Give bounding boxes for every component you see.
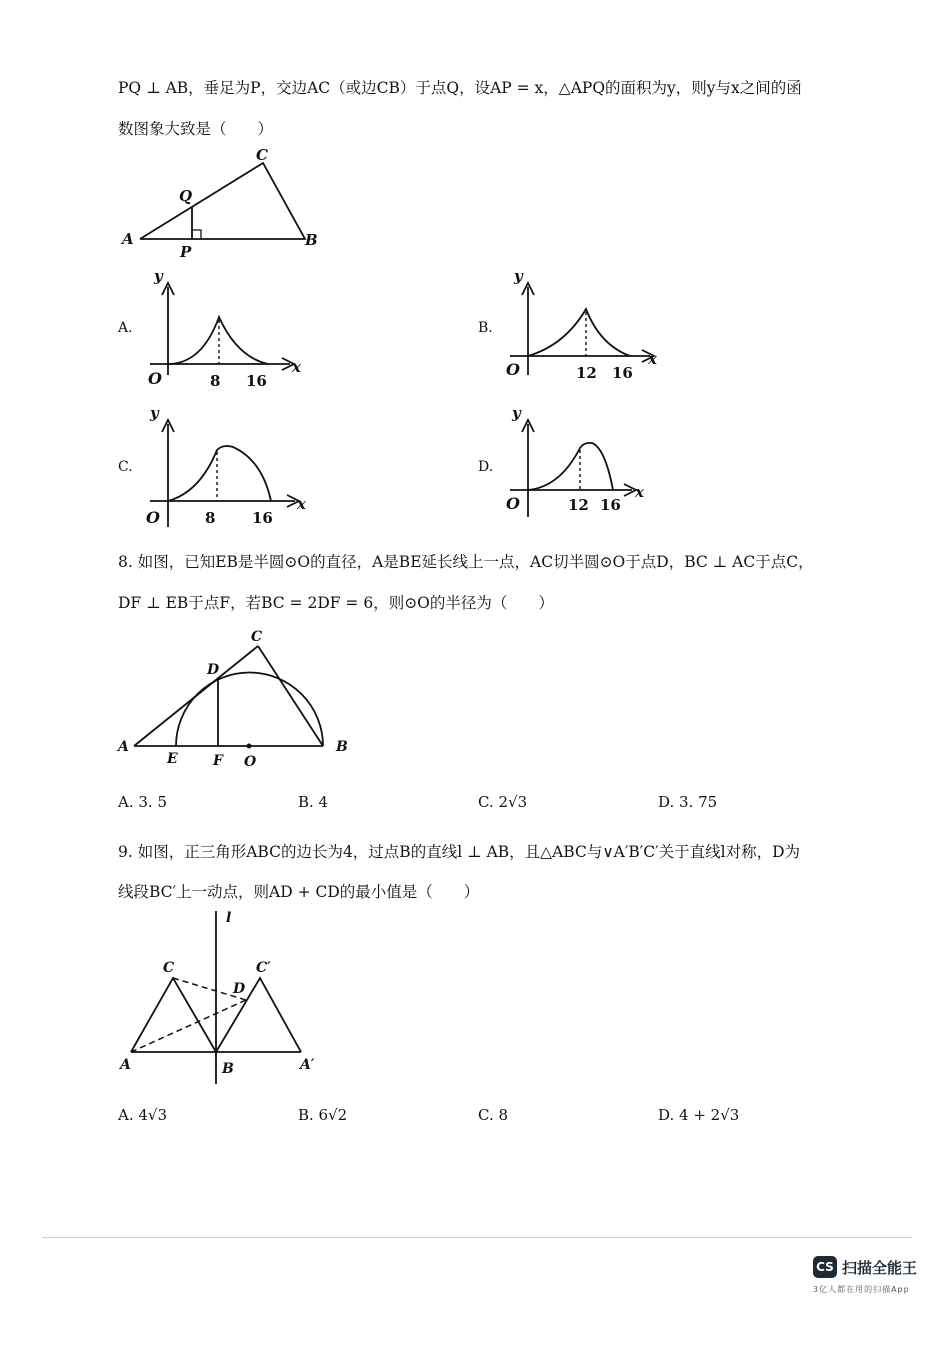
q8-label-O: O (244, 754, 257, 770)
q9-label-C: C (163, 960, 175, 976)
q8-label-E: E (167, 751, 178, 767)
q8-answer-d[interactable]: D. 3. 75 (658, 793, 718, 811)
brand-name: 扫描全能王 (842, 1258, 918, 1277)
scanner-brand (813, 1256, 917, 1278)
q7-option-b-graph (500, 265, 670, 395)
q8-label-B: B (336, 739, 348, 755)
q8-text-line2: DF ⊥ EB于点F，若BC = 2DF = 6，则⊙O的半径为（ ） (118, 594, 554, 612)
q7b-x-label: x (648, 350, 657, 368)
q7d-tick-12: 12 (568, 496, 589, 514)
q7c-tick-16: 16 (252, 509, 273, 527)
q9-answer-c[interactable]: C. 8 (478, 1106, 509, 1124)
q7-option-c-graph (140, 402, 315, 534)
footer-divider (42, 1237, 912, 1238)
q7-option-d-graph (500, 402, 670, 527)
q8-label-F: F (213, 753, 223, 769)
q7c-y-label: y (150, 404, 159, 422)
q7-label-C: C (256, 146, 268, 164)
q8-semicircle-figure (116, 622, 366, 772)
q9-label-C-prime: C′ (256, 960, 271, 976)
q7a-x-label: x (292, 358, 301, 376)
q9-triangles-figure (116, 906, 326, 1086)
q9-label-A-prime: A′ (300, 1057, 315, 1073)
q9-text-line2: 线段BC′上一动点，则AD + CD的最小值是（ ） (118, 883, 480, 901)
q9-label-B: B (222, 1061, 234, 1077)
q7a-tick-8: 8 (210, 372, 221, 390)
q7c-origin: O (146, 508, 160, 527)
q7c-x-label: x (297, 495, 306, 513)
q7-label-Q: Q (179, 187, 193, 205)
q7d-y-label: y (512, 404, 521, 422)
q9-answer-a[interactable]: A. 4√3 (118, 1106, 168, 1124)
q7d-x-label: x (635, 483, 644, 501)
q8-answer-c[interactable]: C. 2√3 (478, 793, 528, 811)
q7a-y-label: y (154, 267, 163, 285)
q7-option-b-label[interactable]: B. (478, 320, 493, 336)
q7-label-A: A (122, 230, 134, 248)
q8-label-C: C (251, 629, 263, 645)
q9-text-line1: 9. 如图，正三角形ABC的边长为4，过点B的直线l ⊥ AB，且△ABC与∨A′B′C′关于直线l对称，D为 (118, 843, 801, 861)
q7b-tick-16: 16 (612, 364, 633, 382)
q7-triangle-figure (118, 143, 338, 263)
q7c-tick-8: 8 (205, 509, 216, 527)
q7a-tick-16: 16 (246, 372, 267, 390)
brand-slogan: 3亿人都在用的扫描App (813, 1285, 910, 1294)
q7-label-B: B (305, 231, 318, 249)
q7b-tick-12: 12 (576, 364, 597, 382)
q7-text-line1: PQ ⊥ AB，垂足为P，交边AC（或边CB）于点Q，设AP = x，△APQ的面积为y，则y与x之间的函 (118, 79, 802, 97)
q9-label-D: D (233, 981, 246, 997)
q9-label-A: A (120, 1057, 131, 1073)
q8-answer-a[interactable]: A. 3. 5 (118, 793, 167, 811)
q7a-origin: O (148, 369, 162, 388)
q7b-origin: O (506, 360, 520, 379)
q7-option-c-label[interactable]: C. (118, 459, 133, 475)
q9-answer-d[interactable]: D. 4 + 2√3 (658, 1106, 740, 1124)
q9-label-l: l (226, 910, 232, 926)
q8-label-D: D (207, 662, 220, 678)
q7-option-a-graph (140, 265, 310, 395)
q7d-origin: O (506, 494, 520, 513)
q7b-y-label: y (514, 267, 523, 285)
cs-logo-icon: CS (813, 1256, 837, 1278)
q8-text-line1: 8. 如图，已知EB是半圆⊙O的直径，A是BE延长线上一点，AC切半圆⊙O于点D，BC ⊥ AC于点C， (118, 553, 814, 571)
q8-answer-b[interactable]: B. 4 (298, 793, 329, 811)
q8-label-A: A (118, 739, 129, 755)
q7-text-line2: 数图象大致是（ ） (118, 120, 274, 138)
q7d-tick-16: 16 (600, 496, 621, 514)
q7-option-a-label[interactable]: A. (118, 320, 133, 336)
q7-label-P: P (180, 243, 192, 261)
q7-option-d-label[interactable]: D. (478, 459, 494, 475)
q9-answer-b[interactable]: B. 6√2 (298, 1106, 348, 1124)
